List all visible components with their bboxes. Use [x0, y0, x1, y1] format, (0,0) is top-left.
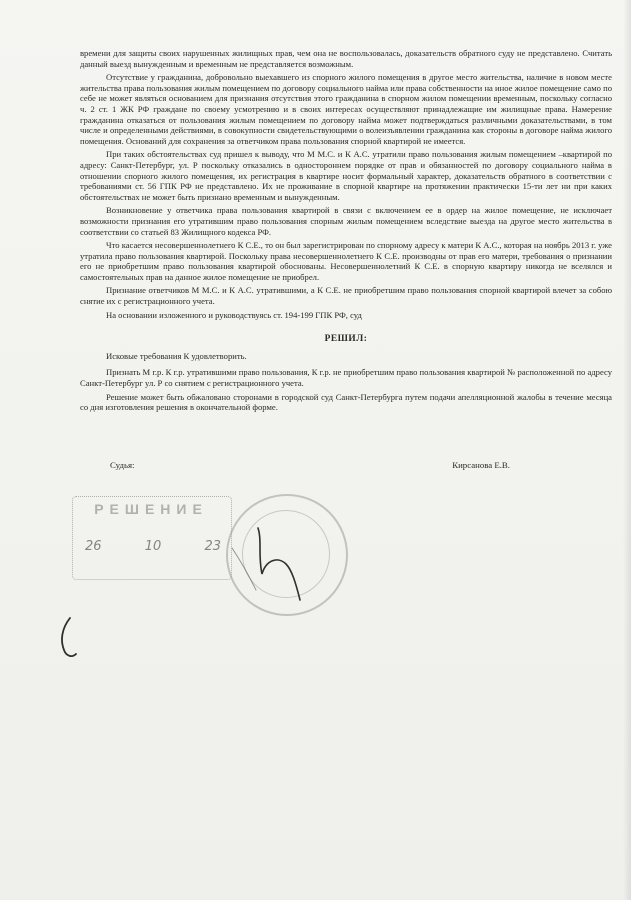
stamp-date-year: 23 [204, 539, 221, 554]
stamp-cross-stroke [232, 548, 256, 590]
margin-mark-stroke [62, 618, 76, 656]
judge-signature-stroke [258, 528, 300, 600]
judge-name: Кирсанова Е.В. [452, 460, 510, 470]
signature-label: Судья: [110, 460, 135, 470]
decision-recognition: Признать М г.р. К г.р. утратившими право пользования, К г.р. не приобретшим право пользования квартирой № расположенной по адресу Санкт-Петербург ул. Р со снятием с регистрационного учета. [80, 367, 612, 389]
paragraph-order-reasoning: Возникновение у ответчика права пользования квартирой в связи с включением ее в ордер на жилое помещение, не исключает возможности признания его утратившим право пользования спорным жилым помещением вследствие выезда на другое место жительства в соответствии со статьей 83 Жилищного кодекса РФ. [80, 205, 612, 237]
decision-heading: РЕШИЛ: [324, 334, 368, 345]
paragraph-continuation: времени для защиты своих нарушенных жилищных прав, чем она не воспользовалась, доказательств обратного суду не представлено. Считать данный выезд вынужденным и временным не представляется возможным. [80, 48, 612, 69]
decision-appeal-notice: Решение может быть обжаловано сторонами в городской суд Санкт-Петербурга путем подачи апелляционной жалобы в течение месяца со дня изготовления решения в окончательной форме. [80, 391, 612, 413]
paragraph-court-conclusion: При таких обстоятельствах суд пришел к выводу, что М М.С. и К А.С. утратили право пользования жилым помещением –квартирой по адресу: Санкт-Петербург, ул. Р поскольку отказались в одностороннем порядке от прав и обязанностей по договору социального найма в отношении спорного жилого помещения, их регистрация в квартире носит формальный характер, доказательств обратного в соответствии с требованиями ст. 56 ГПК РФ не представлено. Их не проживание в спорной квартире на протяжении практически 15-ти лет ни при каких обстоятельствах не может быть признано временным и вынужденным. [80, 149, 612, 202]
stamp-title: РЕШЕНИЕ [94, 501, 208, 517]
stamp-date-month: 10 [144, 539, 162, 554]
paragraph-minor-rights: Что касается несовершеннолетнего К С.Е., то он был зарегистрирован по спорному адресу к матери К А.С., которая на ноябрь 2013 г. уже утратила право пользования квартирой. Поскольку права несовершеннолетнего К С.Е. производны от прав его матери, требования о признании его не приобретшим право пользования квартирой обоснованы. Несовершеннолетний К С.Е. в спорную квартиру никогда не вселялся и самостоятельных прав на данное жилое помещение не приобрел. [80, 240, 612, 282]
paragraph-legal-basis: На основании изложенного и руководствуясь ст. 194-199 ГПК РФ, суд [106, 309, 362, 320]
stamp-date-day: 26 [85, 539, 102, 554]
paragraph-deregistration: Признание ответчиков М М.С. и К А.С. утратившими, а К С.Е. не приобретшим право пользования спорной квартирой влечет за собою снятие их с регистрационного учета. [80, 285, 612, 307]
paragraph-absence-reasoning: Отсутствие у гражданина, добровольно выехавшего из спорного жилого помещения в другое место жительства, наличие в новом месте жительства права пользования жилым помещением по договору социального найма или права собственности на иное жилое помещение само по себе не может являться основанием для признания отсутствия этого гражданина в спорном жилом помещении временным, поскольку согласно ч. 2 ст. 1 ЖК РФ граждане по своему усмотрению и в своих интересах осуществляют принадлежащие им жилищные права. Намерение гражданина отказаться от пользования жилым помещением по договору найма может подтверждаться различными доказательствами, в том числе и определенными действиями, в совокупности свидетельствующими о волеизъявлении гражданина как стороны в договоре найма жилого помещения. Оснований для сохранения за ответчиком права пользования спорной квартирой не имеется. [80, 72, 612, 146]
decision-claim-granted: Исковые требования К удовлетворить. [106, 350, 247, 361]
